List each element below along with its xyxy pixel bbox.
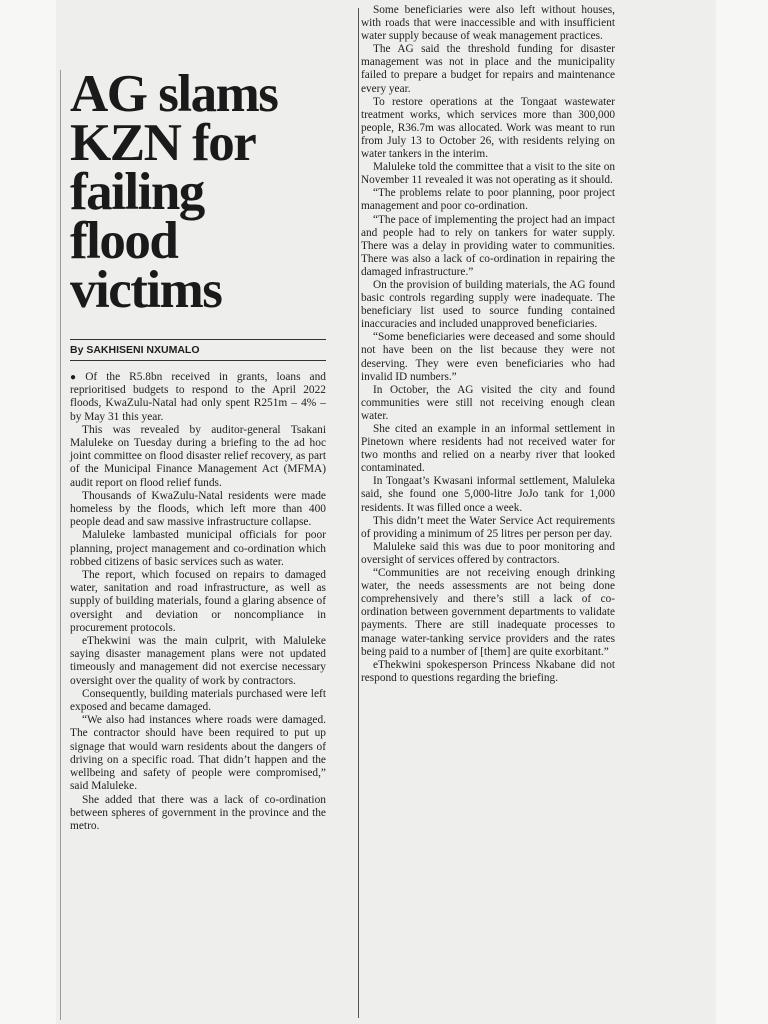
byline: By SAKHISENI NXUMALO — [70, 339, 326, 361]
paragraph: She added that there was a lack of co-ordination between spheres of government in the province and the metro. — [70, 793, 326, 832]
paragraph: Maluleke said this was due to poor monitoring and oversight of services offered by contractors. — [361, 540, 615, 566]
paragraph: This didn’t meet the Water Service Act requirements of providing a minimum of 25 litres per person per day. — [361, 514, 615, 540]
paragraph: The report, which focused on repairs to damaged water, sanitation and road infrastructure, as well as supply of building materials, found a glaring absence of oversight and deviation or noncompliance in procurement protocols. — [70, 569, 326, 634]
paragraph: To restore operations at the Tongaat wastewater treatment works, which services more than 300,000 people, R36.7m was allocated. Work was meant to run from July 13 to October 26, with residents relying on water tankers in the interim. — [361, 95, 615, 161]
paragraph: eThekwini spokesperson Princess Nkabane did not respond to questions regarding the briefing. — [361, 658, 615, 684]
paragraph: In Tongaat’s Kwasani informal settlement, Maluleka said, she found one 5,000-litre JoJo tank for 1,000 residents. It was filled once a week. — [361, 475, 615, 514]
paragraph: Some beneficiaries were also left without houses, with roads that were inaccessible and with insufficient water supply because of weak management practices. — [361, 4, 615, 43]
paragraph: Thousands of KwaZulu-Natal residents were made homeless by the floods, which left more than 400 people dead and saw massive infrastructure collapse. — [70, 489, 326, 529]
headline-line: victims — [70, 261, 222, 319]
paragraph: “The problems relate to poor planning, poor project management and poor co-ordination. — [361, 187, 615, 213]
paragraph: Maluleke lambasted municipal officials for poor planning, project management and co-ordination which robbed citizens of basic services such as water. — [70, 529, 326, 568]
article-body-left — [70, 371, 326, 833]
paragraph: This was revealed by auditor-general Tsakani Maluleke on Tuesday during a briefing to the ad hoc joint committee on flood disaster relief recovery, as part of the Municipal Finance Management Act (MFMA) audit report on flood relief funds. — [70, 423, 326, 489]
paragraph: In October, the AG visited the city and found communities were still not receiving enough clean water. — [361, 383, 615, 422]
paragraph: ● Of the R5.8bn received in grants, loans and reprioritised budgets to respond to the April 2022 floods, KwaZulu-Natal had only spent R251m – 4% – by May 31 this year. — [70, 371, 326, 423]
headline-line: flood — [70, 212, 178, 270]
paragraph: Maluleke told the committee that a visit to the site on November 11 revealed it was not operating as it should. — [361, 161, 615, 187]
paragraph: Consequently, building materials purchased were left exposed and became damaged. — [70, 687, 326, 714]
column-divider — [358, 8, 359, 1018]
left-border-rule — [60, 70, 61, 1020]
article-body-right — [361, 4, 615, 685]
left-column — [70, 65, 326, 833]
right-column — [361, 4, 615, 685]
paragraph: On the provision of building materials, the AG found basic controls regarding supply were inadequate. The beneficiary list used to source funding contained inaccuracies and included unapproved beneficiaries. — [361, 278, 615, 331]
headline-line: AG slams — [70, 65, 278, 123]
paragraph: eThekwini was the main culprit, with Maluleke saying disaster management plans were not updated timeously and management did not exercise necessary oversight over the quality of work by contractors. — [70, 635, 326, 687]
headline-line: KZN for — [70, 114, 256, 172]
paragraph: “Communities are not receiving enough drinking water, the needs assessments are not being done comprehensively and there’s still a lack of co-ordination between government departments to validate payments. There are still inadequate processes to manage water-tanking service providers and the rates being paid to a number of [them] are quite exorbitant.” — [361, 567, 615, 658]
bullet-icon: ● — [70, 372, 83, 383]
paragraph: She cited an example in an informal settlement in Pinetown where residents had not received water for two months and relied on a nearby river that looked contaminated. — [361, 423, 615, 475]
paragraph: “We also had instances where roads were damaged. The contractor should have been required to put up signage that would warn residents about the dangers of driving on a specific road. That didn’t happen and the wellbeing and safety of people were compromised,” said Maluleke. — [70, 714, 326, 793]
paragraph: “The pace of implementing the project had an impact and people had to rely on tankers for water supply. There was a delay in providing water to communities. There was also a lack of co-ordination in repairing the damaged infrastructure.” — [361, 213, 615, 278]
paragraph: “Some beneficiaries were deceased and some should not have been on the list because they were not deserving. They were even beneficiaries who had invalid ID numbers.” — [361, 331, 615, 383]
paragraph: The AG said the threshold funding for disaster management was not in place and the municipality failed to prepare a budget for repairs and maintenance every year. — [361, 43, 615, 95]
headline-line: failing — [70, 163, 204, 221]
headline — [70, 65, 326, 319]
